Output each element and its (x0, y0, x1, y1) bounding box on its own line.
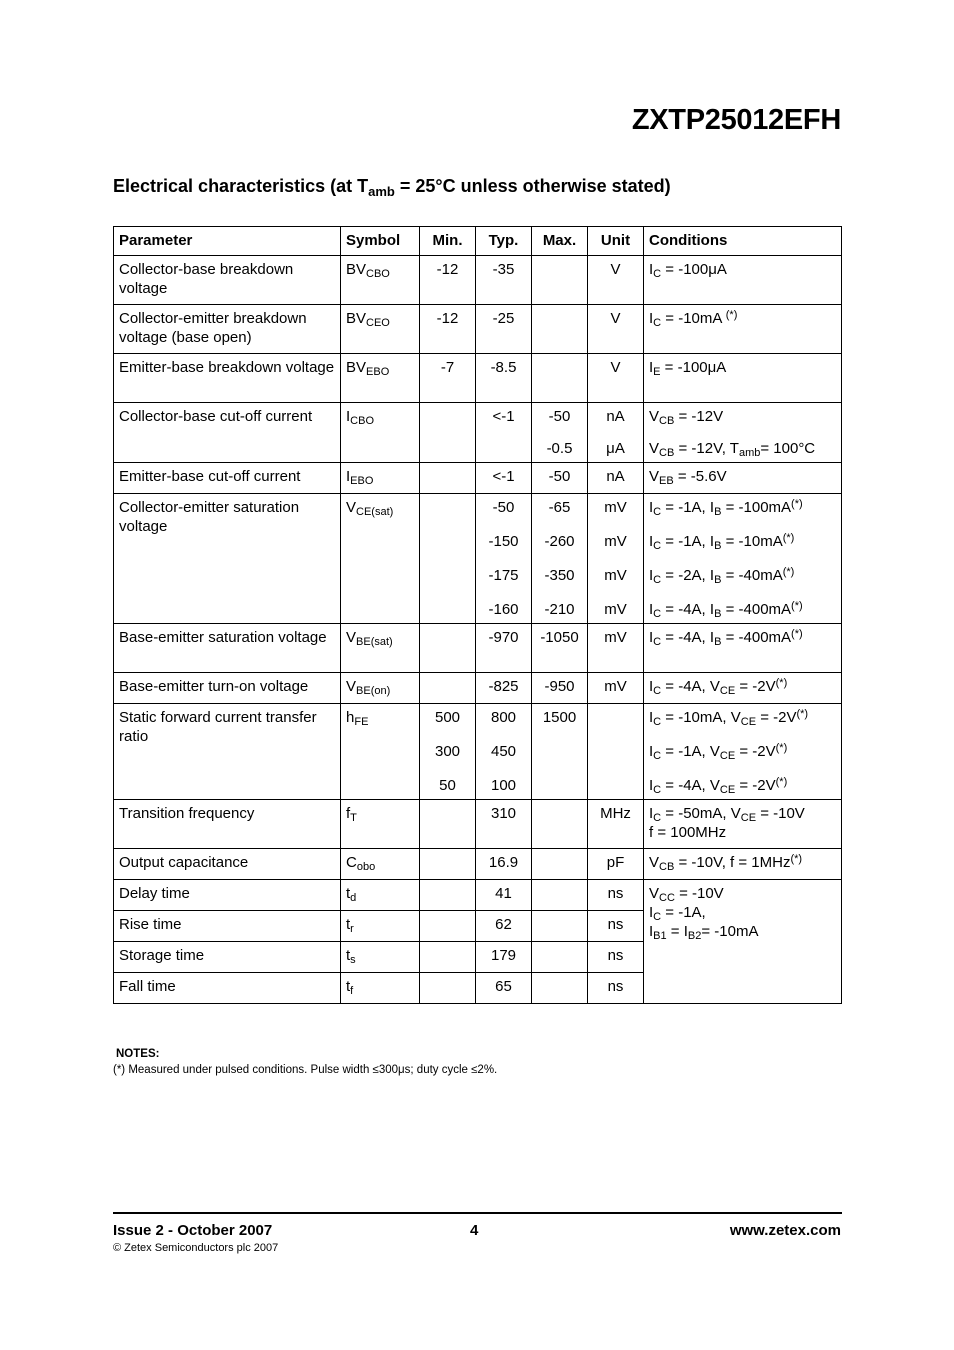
cell-parameter: Emitter-base cut-off current (114, 463, 341, 494)
cell-unit: V (588, 305, 644, 354)
cell-typ: -825 (476, 673, 532, 704)
cell-typ: <-1 (476, 463, 532, 494)
cond-sub: C (653, 317, 662, 329)
value-line: -175 (488, 567, 519, 584)
footer-divider (113, 1212, 842, 1214)
symbol-sub: EBO (350, 475, 374, 487)
cell-typ: 310 (476, 800, 532, 849)
cell-unit (588, 494, 644, 624)
cell-unit (588, 704, 644, 800)
cond-line: $V_{CC} = -10V$ (649, 885, 724, 904)
cell-typ: -8.5 (476, 354, 532, 403)
cell-symbol (341, 973, 420, 1004)
pulsed-note-mark: (*) (791, 628, 803, 640)
cell-conditions: $V_{CB} = -10V$, f = 1MHz(*) (644, 849, 842, 880)
value-line: μA (606, 440, 625, 457)
cell-conditions (644, 494, 842, 624)
cell-parameter: Fall time (114, 973, 341, 1004)
symbol-sub: d (350, 892, 357, 904)
cell-parameter: Rise time (114, 911, 341, 942)
cond-text: -12V, T (691, 440, 739, 457)
part-number: ZXTP25012EFH (631, 104, 841, 136)
cond-text: I (649, 261, 654, 278)
table-row (114, 463, 842, 494)
cell-parameter: Emitter-base breakdown voltage (114, 354, 341, 403)
table-row (114, 494, 842, 624)
symbol-main: I (346, 468, 351, 485)
cond-line: $I_C = -50mA$, $V_{CE} = -10V$ (649, 805, 805, 824)
pulsed-note-mark: (*) (775, 677, 788, 689)
symbol-main: f (346, 805, 351, 822)
symbol-main: h (346, 709, 355, 726)
section-title-pre: Electrical characteristics (at T (113, 176, 369, 196)
symbol-sub: BE(on) (356, 685, 391, 697)
cell-symbol (341, 403, 420, 463)
symbol-sub: CBO (366, 268, 390, 280)
cell-unit: nA (588, 463, 644, 494)
cond-line: $I_C = -1A$, $I_B = -10mA^{(*)}$ (649, 532, 795, 552)
value-line: -160 (488, 601, 519, 618)
symbol-main: t (346, 978, 351, 995)
cond-line: $I_C = -4A$, $I_B = -400mA^{(*)}$ (649, 600, 803, 620)
section-title-sub: amb (368, 184, 395, 199)
value-line: 450 (490, 743, 517, 760)
cell-symbol (341, 880, 420, 911)
cell-max (532, 849, 588, 880)
cell-min (420, 624, 476, 673)
cell-symbol (341, 256, 420, 305)
cell-conditions (644, 305, 842, 354)
cell-max (532, 403, 588, 463)
cond-line: $I_C = -2A$, $I_B = -40mA^{(*)}$ (649, 566, 795, 586)
cell-max (532, 305, 588, 354)
value-line: 800 (490, 709, 517, 726)
cell-typ: -25 (476, 305, 532, 354)
value-line: 100 (490, 777, 517, 794)
pulsed-note-mark: (*) (775, 742, 788, 754)
cell-conditions: $I_C = -4A$, $I_B = -400mA^{(*)}$ (644, 624, 842, 673)
cell-typ: -970 (476, 624, 532, 673)
cond-sub: C (653, 268, 662, 280)
cell-min (420, 673, 476, 704)
cell-conditions-switching (644, 880, 842, 1004)
cell-unit: mV (588, 673, 644, 704)
header-unit: Unit (588, 227, 644, 256)
cond-text: = -100μA (661, 261, 727, 278)
value-line: mV (604, 567, 627, 584)
cell-unit: ns (588, 973, 644, 1004)
cell-parameter: Static forward current transfer ratio (114, 704, 341, 800)
cell-min: -12 (420, 305, 476, 354)
symbol-main: V (346, 499, 357, 516)
symbol-main: C (346, 854, 357, 871)
cond-line: $V_{CB} = -12V$, $T_{amb}= 100^\circ C$ (649, 440, 816, 459)
cell-parameter: Transition frequency (114, 800, 341, 849)
cell-symbol (341, 800, 420, 849)
cond-text: I (649, 359, 654, 376)
cond-line: $V_{CB} = -12V$ (649, 408, 724, 427)
cell-conditions: $I_C = -4A$, $V_{CE} = -2V^{(*)}$ (644, 673, 842, 704)
symbol-sub: obo (356, 861, 376, 873)
cell-typ: 65 (476, 973, 532, 1004)
table-row (114, 305, 842, 354)
cell-unit: ns (588, 880, 644, 911)
cond-line: $I_C = -1A$, $V_{CE} = -2V^{(*)}$ (649, 742, 788, 762)
cell-symbol (341, 849, 420, 880)
cell-symbol (341, 624, 420, 673)
cell-max (532, 942, 588, 973)
cond-line: $I_{B1} = I_{B2}= -10mA$ (649, 923, 759, 942)
cell-symbol (341, 463, 420, 494)
value-line: -65 (548, 499, 571, 516)
cond-line: $I_C = -1A$, $I_B = -100mA^{(*)}$ (649, 498, 803, 518)
symbol-main: BV (346, 310, 367, 327)
cond-line: $I_C = -4A$, $V_{CE} = -2V^{(*)}$ (649, 776, 788, 796)
cell-parameter: Delay time (114, 880, 341, 911)
cell-symbol (341, 305, 420, 354)
header-parameter: Parameter (114, 227, 341, 256)
header-max: Max. (532, 227, 588, 256)
cell-unit: V (588, 354, 644, 403)
cond-line: f = 100MHz (649, 824, 727, 841)
cell-typ: 62 (476, 911, 532, 942)
cell-min (420, 849, 476, 880)
cond-line: $I_C = -10mA$, $V_{CE} = -2V^{(*)}$ (649, 708, 809, 728)
value-line: mV (604, 601, 627, 618)
symbol-sub: EBO (366, 366, 390, 378)
cell-symbol (341, 673, 420, 704)
cell-symbol (341, 911, 420, 942)
symbol-main: I (346, 408, 351, 425)
cond-text: = -10mA (661, 310, 726, 327)
cell-max (532, 354, 588, 403)
cond-text: = 100°C (760, 440, 816, 457)
cell-min (420, 403, 476, 463)
footer-copyright: © Zetex Semiconductors plc 2007 (113, 1242, 279, 1254)
cond-text: = -100μA (660, 359, 727, 376)
table-row (114, 403, 842, 463)
value-line: mV (604, 533, 627, 550)
cell-typ: -35 (476, 256, 532, 305)
cell-conditions (644, 354, 842, 403)
table-row (114, 624, 842, 673)
value-line: -260 (544, 533, 575, 550)
cell-unit: MHz (588, 800, 644, 849)
symbol-sub: s (350, 954, 356, 966)
footer-website-link[interactable]: www.zetex.com (729, 1222, 841, 1239)
table-header-row (114, 227, 842, 256)
cell-unit: mV (588, 624, 644, 673)
cell-min (420, 973, 476, 1004)
cell-typ: 179 (476, 942, 532, 973)
header-typ: Typ. (476, 227, 532, 256)
symbol-sub: CBO (350, 415, 375, 427)
value-line: 50 (439, 777, 456, 794)
header-min: Min. (420, 227, 476, 256)
cell-min (420, 704, 476, 800)
cell-parameter: Collector-base breakdown voltage (114, 256, 341, 305)
section-title (113, 176, 671, 197)
cell-min (420, 942, 476, 973)
symbol-sub: FE (354, 716, 369, 728)
symbol-main: t (346, 947, 351, 964)
table-row (114, 673, 842, 704)
symbol-main: t (346, 916, 351, 933)
cell-parameter: Base-emitter saturation voltage (114, 624, 341, 673)
symbol-sub: f (350, 985, 354, 997)
cell-max: 1500 (532, 704, 588, 800)
pulsed-note-mark: (*) (791, 498, 803, 510)
pulsed-note-mark: (*) (782, 566, 795, 578)
value-line: -50 (548, 408, 571, 425)
table-row (114, 800, 842, 849)
cell-conditions (644, 704, 842, 800)
footer-issue: Issue 2 - October 2007 (113, 1222, 273, 1239)
header-conditions: Conditions (644, 227, 842, 256)
value-line: mV (604, 499, 627, 516)
cell-typ: 16.9 (476, 849, 532, 880)
table-row (114, 354, 842, 403)
cell-parameter: Storage time (114, 942, 341, 973)
symbol-sub: BE(sat) (356, 636, 393, 648)
value-line: -210 (544, 601, 575, 618)
cond-text: = -5.6V (673, 468, 727, 485)
cell-min (420, 463, 476, 494)
value-line: -0.5 (546, 440, 573, 457)
cell-min (420, 880, 476, 911)
cell-unit: ns (588, 942, 644, 973)
notes-text: (*) Measured under pulsed conditions. Pulse width ≤300μs; duty cycle ≤2%. (113, 1064, 498, 1076)
cell-min (420, 911, 476, 942)
value-line: -350 (544, 567, 575, 584)
pulsed-note-mark: (*) (796, 708, 809, 720)
cell-parameter: Output capacitance (114, 849, 341, 880)
cell-max (532, 973, 588, 1004)
table-row (114, 256, 842, 305)
cell-parameter: Collector-emitter breakdown voltage (base open) (114, 305, 341, 354)
symbol-main: BV (346, 261, 367, 278)
section-title-post: = 25°C unless otherwise stated) (394, 176, 671, 196)
pulsed-note-mark: (*) (791, 600, 803, 612)
table-row (114, 704, 842, 800)
cell-max (532, 911, 588, 942)
symbol-main: t (346, 885, 351, 902)
cell-parameter: Base-emitter turn-on voltage (114, 673, 341, 704)
value-line: -150 (488, 533, 519, 550)
cell-symbol (341, 494, 420, 624)
cell-parameter: Collector-base cut-off current (114, 403, 341, 463)
cell-max: -950 (532, 673, 588, 704)
cell-max: -1050 (532, 624, 588, 673)
cell-typ: 41 (476, 880, 532, 911)
cell-max (532, 880, 588, 911)
cell-conditions: $V_{EB} = -5.6V$ (644, 463, 842, 494)
cell-max (532, 800, 588, 849)
symbol-main: BV (346, 359, 367, 376)
cell-parameter: Collector-emitter saturation voltage (114, 494, 341, 624)
value-line: 300 (434, 743, 461, 760)
cell-conditions (644, 403, 842, 463)
electrical-characteristics-table (113, 226, 842, 1004)
cell-conditions (644, 256, 842, 305)
notes-heading: NOTES: (116, 1048, 160, 1060)
cell-symbol (341, 704, 420, 800)
cell-min: -12 (420, 256, 476, 305)
cell-min (420, 800, 476, 849)
cell-conditions (644, 800, 842, 849)
cell-max (532, 494, 588, 624)
table-row (114, 849, 842, 880)
cell-symbol (341, 942, 420, 973)
pulsed-note-mark: (*) (790, 853, 803, 865)
symbol-main: V (346, 678, 357, 695)
symbol-sub: r (350, 923, 354, 935)
cell-min (420, 494, 476, 624)
cell-min: -7 (420, 354, 476, 403)
value-line: -50 (492, 499, 515, 516)
symbol-sub: CEO (366, 317, 390, 329)
cell-typ (476, 704, 532, 800)
cell-typ (476, 494, 532, 624)
cell-max (532, 256, 588, 305)
pulsed-note-mark: (*) (725, 309, 738, 321)
page-number: 4 (470, 1222, 479, 1239)
cell-max: -50 (532, 463, 588, 494)
cond-sub: amb (738, 447, 761, 459)
cell-unit: V (588, 256, 644, 305)
cell-typ: <-1 (476, 403, 532, 463)
cell-unit: ns (588, 911, 644, 942)
table-row (114, 880, 842, 911)
cell-symbol (341, 354, 420, 403)
pulsed-note-mark: (*) (775, 776, 788, 788)
cond-line: $I_C = -1A$, (649, 904, 706, 923)
cond-sub: E (653, 366, 661, 378)
cond-text: I (649, 310, 654, 327)
header-symbol: Symbol (341, 227, 420, 256)
cond-text: -12V (691, 408, 724, 425)
symbol-sub: CE(sat) (356, 506, 394, 518)
notes (113, 1046, 497, 1078)
symbol-sub: T (350, 812, 357, 824)
value-line: nA (606, 408, 625, 425)
symbol-main: V (346, 629, 357, 646)
cell-unit (588, 403, 644, 463)
pulsed-note-mark: (*) (782, 532, 795, 544)
value-line: 500 (434, 709, 461, 726)
cell-unit: pF (588, 849, 644, 880)
